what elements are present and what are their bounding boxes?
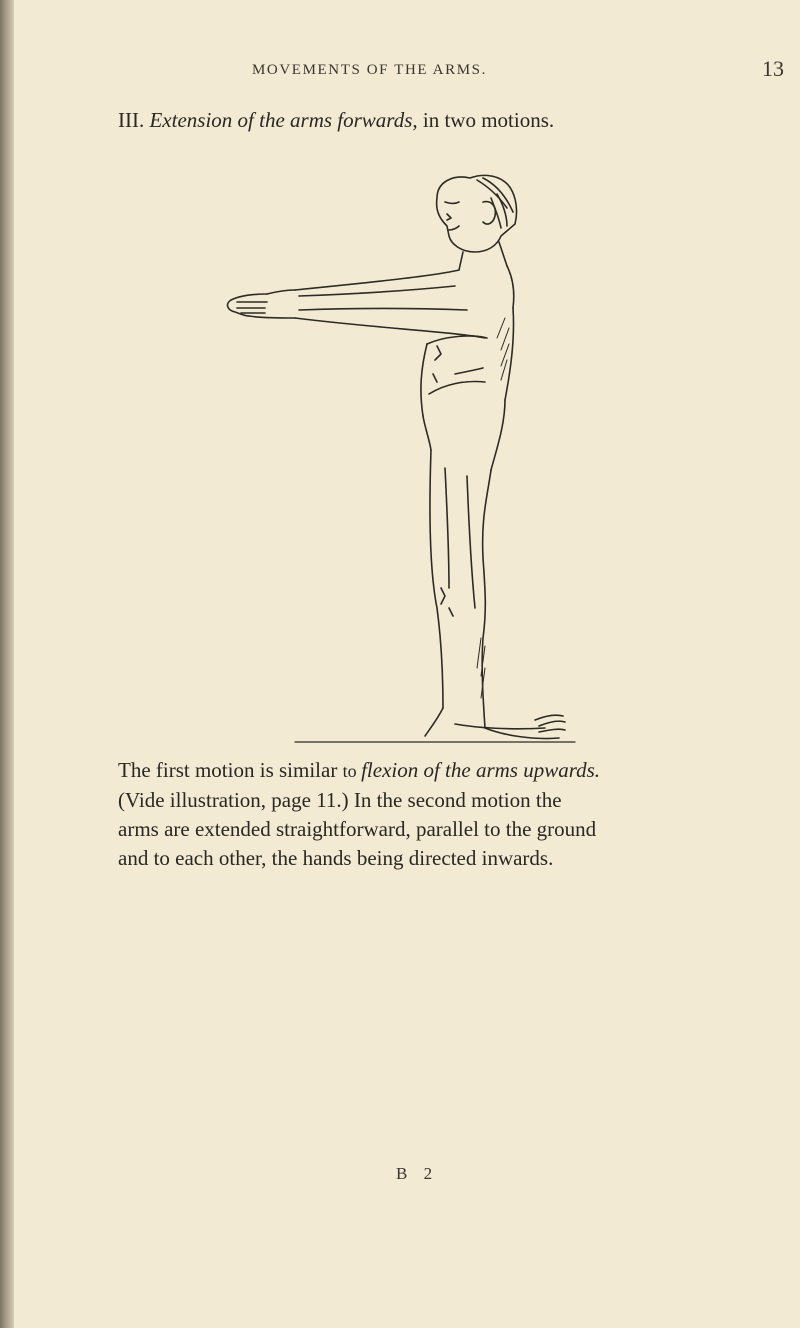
section-numeral: III. xyxy=(118,108,145,132)
paragraph-line-4: and to each other, the hands being directed inwards. xyxy=(118,846,554,870)
body-paragraph xyxy=(118,756,698,873)
paragraph-line-1 xyxy=(118,756,698,786)
signature-mark: B 2 xyxy=(396,1164,439,1183)
figure-illustration xyxy=(215,168,595,756)
paragraph-line-1-to: to xyxy=(342,761,362,781)
section-heading xyxy=(118,108,554,133)
paragraph-line-1-lead: The first motion is similar xyxy=(118,758,343,782)
standing-figure-icon xyxy=(215,168,595,756)
paragraph-line-1-italic: flexion of the arms upwards. xyxy=(361,758,601,782)
page-number: 13 xyxy=(762,56,784,81)
running-head: MOVEMENTS OF THE ARMS. xyxy=(252,62,487,78)
paragraph-line-2: (Vide illustration, page 11.) In the second motion the xyxy=(118,788,562,812)
page-binding-edge xyxy=(0,0,14,1328)
section-title-rest: in two motions. xyxy=(422,108,555,132)
section-title-italic: Extension of the arms forwards, xyxy=(149,108,418,132)
paragraph-line-3: arms are extended straightforward, parallel to the ground xyxy=(118,817,597,841)
